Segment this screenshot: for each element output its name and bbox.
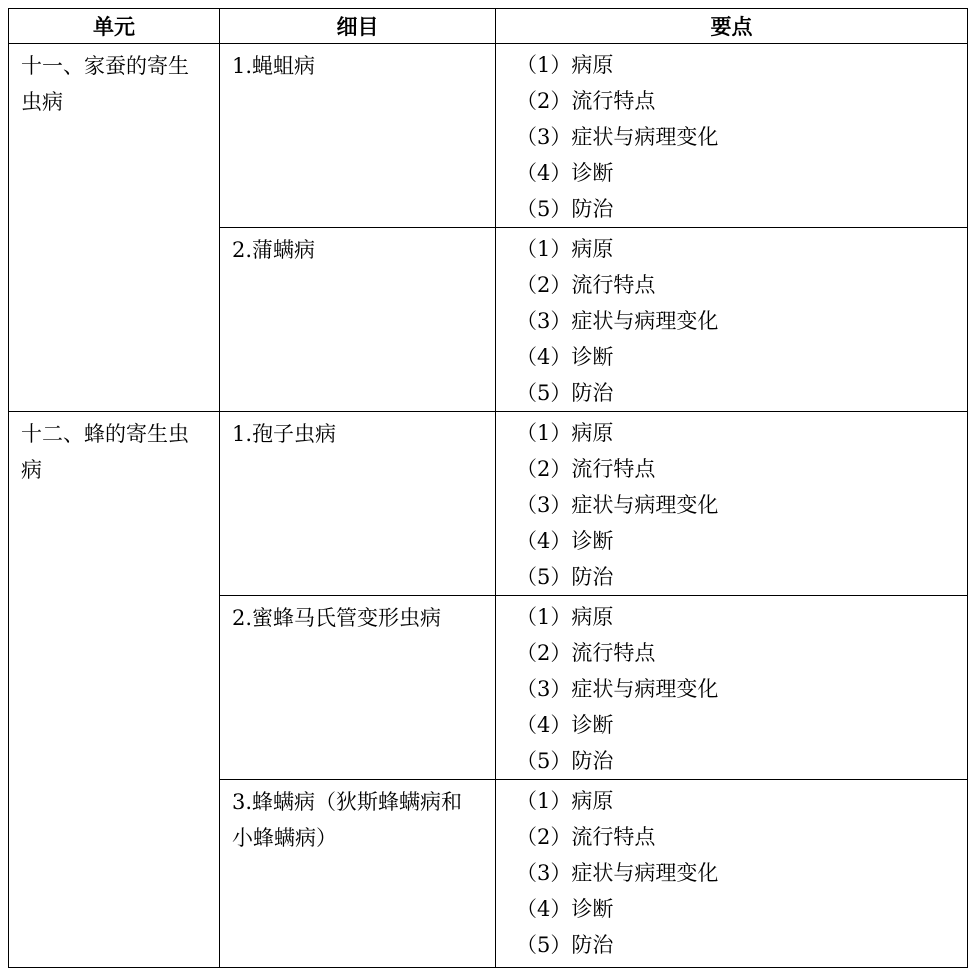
list-item: （4）诊断: [516, 345, 614, 369]
list-item: （5）防治: [516, 565, 614, 589]
list-item: （4）诊断: [516, 897, 614, 921]
list-item: （1）病原: [516, 789, 614, 813]
list-item: （5）防治: [516, 381, 614, 405]
points-cell: [496, 596, 968, 780]
header-row: [9, 9, 968, 44]
points-cell: [496, 44, 968, 228]
item-name: 2.蒲螨病: [232, 238, 316, 262]
syllabus-table: [8, 8, 968, 968]
unit-name: 十一、家蚕的寄生虫病: [21, 54, 189, 114]
points-list: [496, 412, 967, 595]
list-item: （1）病原: [516, 53, 614, 77]
list-item: （2）流行特点: [516, 89, 656, 113]
unit-name: 十二、蜂的寄生虫病: [21, 422, 189, 482]
item-name: 1.蝇蛆病: [232, 54, 316, 78]
list-item: （1）病原: [516, 237, 614, 261]
item-name: 3.蜂螨病（狄斯蜂螨病和小蜂螨病）: [232, 790, 463, 850]
header-points: 要点: [496, 9, 968, 44]
list-item: （2）流行特点: [516, 273, 656, 297]
list-item: （3）症状与病理变化: [516, 309, 719, 333]
list-item: （4）诊断: [516, 529, 614, 553]
table-row: [9, 44, 968, 228]
points-list: [496, 228, 967, 411]
unit-cell: [9, 412, 220, 968]
item-cell: [220, 412, 496, 596]
list-item: （3）症状与病理变化: [516, 125, 719, 149]
item-name: 2.蜜蜂马氏管变形虫病: [232, 606, 442, 630]
list-item: （3）症状与病理变化: [516, 493, 719, 517]
list-item: （5）防治: [516, 933, 614, 957]
list-item: （5）防治: [516, 749, 614, 773]
list-item: （4）诊断: [516, 161, 614, 185]
unit-cell: [9, 44, 220, 412]
item-cell: [220, 228, 496, 412]
list-item: （5）防治: [516, 197, 614, 221]
list-item: （3）症状与病理变化: [516, 861, 719, 885]
points-cell: [496, 228, 968, 412]
header-unit: 单元: [9, 9, 220, 44]
points-cell: [496, 412, 968, 596]
points-list: [496, 780, 967, 963]
list-item: （4）诊断: [516, 713, 614, 737]
table-row: [9, 412, 968, 596]
points-cell: [496, 780, 968, 968]
list-item: （2）流行特点: [516, 825, 656, 849]
points-list: [496, 44, 967, 227]
header-item: 细目: [220, 9, 496, 44]
item-cell: [220, 780, 496, 968]
points-list: [496, 596, 967, 779]
item-cell: [220, 596, 496, 780]
list-item: （2）流行特点: [516, 641, 656, 665]
list-item: （3）症状与病理变化: [516, 677, 719, 701]
list-item: （2）流行特点: [516, 457, 656, 481]
list-item: （1）病原: [516, 421, 614, 445]
list-item: （1）病原: [516, 605, 614, 629]
item-name: 1.孢子虫病: [232, 422, 337, 446]
item-cell: [220, 44, 496, 228]
